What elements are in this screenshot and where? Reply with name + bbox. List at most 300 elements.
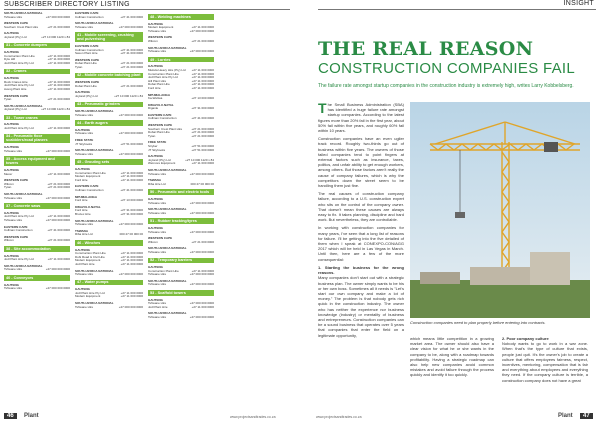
company-phone: +27 000 000 0000 xyxy=(118,222,143,227)
company-phone: +27 11 000 0000 xyxy=(120,254,143,259)
listing-entry xyxy=(75,168,143,182)
company-row xyxy=(4,268,70,272)
company-row xyxy=(148,231,214,235)
directory-column-1 xyxy=(4,12,70,410)
company-name: Tshwane Hire xyxy=(148,229,167,234)
category-heading: 51 - Rubber tracking/tyres xyxy=(148,218,214,224)
company-row xyxy=(4,186,70,190)
listing-entry xyxy=(4,77,70,91)
company-phone: +27 000 000 0000 xyxy=(189,28,214,33)
section-title-left: SUBSCRIBER DIRECTORY LISTING xyxy=(4,1,130,8)
company-row xyxy=(75,143,143,147)
region-name: SOUTH AFRICA NATIONAL xyxy=(148,246,187,251)
listing-entry xyxy=(4,105,70,112)
company-name: Tshwane Hire xyxy=(4,195,23,200)
company-row xyxy=(4,98,70,102)
region-name: EASTERN CAPE xyxy=(75,43,99,48)
company-name: Construction Plant Hire xyxy=(148,71,179,76)
category-heading: 52 - Temporary barriers xyxy=(148,258,214,264)
company-name: Cullinan Construction xyxy=(75,188,104,192)
region-name: EASTERN CAPE xyxy=(148,112,172,117)
company-name: Tshwane Hire xyxy=(4,14,23,19)
company-phone: +27 11 000 0000 xyxy=(191,71,214,76)
company-row xyxy=(75,66,143,70)
company-row xyxy=(148,306,214,310)
company-row xyxy=(148,316,214,320)
company-phone: +27 11 000 0000 xyxy=(47,83,70,88)
company-row xyxy=(148,97,214,101)
company-phone: +27 000 000 0000 xyxy=(189,210,214,215)
article-title: THE REAL REASON xyxy=(318,38,534,60)
company-name: Aveng Plant Hire xyxy=(4,86,27,91)
company-name: Tytan xyxy=(4,185,12,190)
company-name: Tshwane Hire xyxy=(148,28,167,33)
company-row xyxy=(4,26,70,30)
company-row xyxy=(148,50,214,54)
company-name: Construction Plant Hire xyxy=(75,251,106,256)
company-row xyxy=(75,306,143,310)
company-row xyxy=(4,108,70,112)
company-phone: +27 21 000 0000 xyxy=(47,238,70,243)
region-name: GAUTENG xyxy=(4,76,19,81)
listing-entry xyxy=(4,51,70,65)
directory-column-2 xyxy=(75,12,143,410)
company-row xyxy=(75,114,143,118)
region-name: WESTERN CAPE xyxy=(4,234,29,239)
article-paragraph: In working with construction companies for many years, I've seen that a long list of reasons for failure. I'll be getting into the five detailed of them when I speak at CONEXPO-CON/AGG 2017 which will be held in Las Vegas in March. Until then, here are a few of the more consequential: xyxy=(318,225,404,262)
listing-entry xyxy=(75,206,143,217)
region-name: GAUTENG xyxy=(4,50,19,55)
company-phone: +27 11 000 0000 xyxy=(191,25,214,30)
company-row xyxy=(75,95,143,99)
company-name: Jodl Plant Hire Pty Ltd xyxy=(4,60,34,65)
listing-entry xyxy=(4,255,70,262)
company-name: Tytan xyxy=(75,64,83,69)
company-row xyxy=(4,36,70,40)
company-phone: +27 000 000 0000 xyxy=(189,282,214,287)
region-name: GAUTENG xyxy=(75,127,90,132)
company-name: Tshwane Hire xyxy=(75,24,94,29)
footer-url-right[interactable]: www.projectsandtrades.co.za xyxy=(316,415,362,419)
listing-entry xyxy=(75,249,143,267)
company-phone: +27 21 000 0000 xyxy=(120,61,143,66)
company-phone: +27 21 000 0000 xyxy=(191,126,214,131)
company-row xyxy=(148,87,214,91)
company-phone: +27 11 000 0000 xyxy=(47,79,70,84)
listing-entry xyxy=(148,227,214,234)
region-name: SOUTH AFRICA NATIONAL xyxy=(75,218,114,223)
company-name: Modern Equipment xyxy=(75,294,101,299)
company-row xyxy=(75,85,143,89)
brand-logo-right: Plant xyxy=(558,413,573,419)
company-row xyxy=(4,173,70,177)
company-phone: +27 000 000 0000 xyxy=(118,24,143,29)
company-name: Ford Hire xyxy=(75,208,88,213)
company-row xyxy=(75,179,143,183)
region-name: SOUTH AFRICA NATIONAL xyxy=(4,263,43,268)
listing-entry xyxy=(4,212,70,223)
company-name: Riba Hire Ltd xyxy=(148,181,166,186)
company-name: JT Skyhooks xyxy=(75,141,93,146)
category-heading: 38 - Site accommodation xyxy=(4,246,70,252)
company-phone: +27 11 000 0000 xyxy=(120,290,143,295)
company-name: Tshwane Hire xyxy=(75,304,94,309)
listing-entry xyxy=(148,104,214,111)
company-phone: +27 11 000 0000 xyxy=(120,177,143,182)
listing-entry xyxy=(148,47,214,54)
company-name: Tytan xyxy=(148,133,156,138)
company-phone: +27 51 000 0000 xyxy=(191,147,214,152)
section-title-right: INSIGHT xyxy=(563,0,594,7)
company-phone: +27 000 000 0000 xyxy=(189,229,214,234)
category-heading: 50 - Pneumatic and electric tools xyxy=(148,189,214,195)
listing-entry xyxy=(4,22,70,29)
region-name: SOUTH AFRICA NATIONAL xyxy=(75,109,114,114)
region-name: WESTERN CAPE xyxy=(75,80,100,85)
listing-entry xyxy=(148,114,214,121)
category-heading: 31 - Concrete dumpers xyxy=(4,43,70,49)
company-phone: +27 11 000 0000 xyxy=(120,294,143,299)
company-row xyxy=(75,52,143,56)
listing-entry xyxy=(75,288,143,299)
company-name: Tshwane Hire xyxy=(75,222,94,227)
company-phone: +27 31 000 0000 xyxy=(191,106,214,111)
company-phone: +27 000 000 0000 xyxy=(189,171,214,176)
company-phone: +27 11 000 0000 xyxy=(47,53,70,58)
category-heading: 34 - Pneumatic floor scabblers/road planers xyxy=(4,134,70,144)
listing-entry xyxy=(4,179,70,190)
category-heading: 32 - Cranes xyxy=(4,69,70,75)
listing-entry xyxy=(148,237,214,244)
company-name: Rock Cranes Hire xyxy=(4,79,28,84)
company-phone: +27 11 000 0000 xyxy=(120,170,143,175)
listing-entry xyxy=(148,299,214,310)
listing-entry xyxy=(4,32,70,39)
company-name: Jodl Plant Hire Pty Ltd xyxy=(75,290,105,295)
listing-entry xyxy=(4,146,70,153)
company-name: Joyland (Pty) Ltd xyxy=(75,93,98,98)
company-name: Tshwane Hire xyxy=(148,301,167,306)
company-name: Construction Plant Hire xyxy=(75,170,106,175)
company-phone: +27 11 000 0000 xyxy=(47,57,70,62)
region-name: EASTERN CAPE xyxy=(4,224,28,229)
article-subtitle: CONSTRUCTION COMPANIES FAIL xyxy=(318,60,576,77)
company-name: Dubai Plant Hire xyxy=(75,61,97,66)
company-name: Tshwane Hire xyxy=(75,272,94,277)
company-name: JT Skyhooks xyxy=(148,147,166,152)
company-row xyxy=(4,258,70,262)
listing-entry xyxy=(4,95,70,102)
company-name: Dubai Plant Hire xyxy=(148,82,170,87)
company-row xyxy=(75,26,143,30)
region-name: SOUTH AFRICA NATIONAL xyxy=(4,11,43,15)
region-name: GAUTENG xyxy=(4,31,19,36)
region-name: GAUTENG xyxy=(148,196,163,201)
company-row xyxy=(148,135,214,139)
company-name: Hill Plant Hire xyxy=(148,78,167,83)
region-name: WESTERN CAPE xyxy=(148,123,173,128)
drop-cap: T xyxy=(318,100,327,116)
company-phone: +27 11 000 0000 xyxy=(120,251,143,256)
region-name: WESTERN CAPE xyxy=(148,236,173,241)
company-phone: +27 11 000 0000 xyxy=(47,60,70,65)
company-phone: +27 21 000 0000 xyxy=(191,133,214,138)
company-phone: +27 000 000 0000 xyxy=(118,131,143,136)
footer-url-left[interactable]: www.projectsandtrades.co.za xyxy=(230,415,276,419)
company-row xyxy=(75,233,143,237)
listing-entry xyxy=(75,22,143,29)
region-name: SOUTH AFRICA NATIONAL xyxy=(148,278,187,283)
listing-entry xyxy=(4,284,70,291)
region-name: EASTERN CAPE xyxy=(75,184,99,189)
company-phone: +27 000 000 0000 xyxy=(189,200,214,205)
company-row xyxy=(75,132,143,136)
company-name: Tshwane Hire xyxy=(148,210,167,215)
company-phone: +27 11 000 0000 xyxy=(191,304,214,309)
listing-entry xyxy=(75,129,143,136)
company-name: Tshwane Hire xyxy=(148,249,167,254)
company-phone: +27 000 000 0000 xyxy=(118,112,143,117)
company-phone: 000 27 00 000 00 xyxy=(119,232,143,237)
company-row xyxy=(148,40,214,44)
company-name: Jodl Plant Hire Pty Ltd xyxy=(4,257,34,262)
brand-logo-left: Plant xyxy=(24,413,39,419)
category-heading: 42 - Mobile concrete batching plant xyxy=(75,73,143,79)
company-name: Cullinan Construction xyxy=(75,47,104,52)
company-phone: +27 31 000 0000 xyxy=(120,208,143,213)
company-row xyxy=(4,88,70,92)
photo-caption: Construction companies need to plan properly before entering into contracts. xyxy=(410,320,546,325)
region-name: EASTERN CAPE xyxy=(75,11,99,15)
company-phone: +27 000 000 0000 xyxy=(45,195,70,200)
region-name: SOUTH AFRICA NATIONAL xyxy=(4,103,43,108)
company-name: Tshwane Hire xyxy=(4,217,23,222)
company-row xyxy=(75,263,143,267)
company-name: Tshwane Hire xyxy=(148,272,167,277)
company-phone: +27 000 000 0000 xyxy=(45,14,70,19)
category-heading: 48 - Welding machines xyxy=(148,14,214,20)
region-name: SOUTH AFRICA NATIONAL xyxy=(148,207,187,212)
region-name: KWAZULU-NATAL xyxy=(75,204,101,209)
company-phone: +27 000 000 0000 xyxy=(189,272,214,277)
listing-entry xyxy=(75,139,143,146)
company-phone: +27 11 000 0000 xyxy=(191,161,214,166)
region-name: GAUTENG xyxy=(148,265,163,270)
listing-entry xyxy=(148,266,214,277)
company-name: Dubai Plant Hire xyxy=(75,83,97,88)
company-phone: +27 11 000 0000 xyxy=(120,258,143,263)
company-row xyxy=(148,183,214,187)
company-name: Modern Equipment xyxy=(75,174,101,179)
company-row xyxy=(4,62,70,66)
company-name: Mecer xyxy=(4,171,13,176)
listing-entry xyxy=(148,141,214,152)
company-name: Wilcom xyxy=(4,181,14,186)
company-phone: +27 000 000 0000 xyxy=(118,151,143,156)
region-name: WESTERN CAPE xyxy=(4,21,29,26)
company-phone: +27 000 000 0000 xyxy=(45,267,70,272)
company-phone: +27 000 000 0000 xyxy=(189,249,214,254)
company-name: Ford Hire xyxy=(75,198,88,203)
company-phone: +27 10 000 1120 x 84 xyxy=(114,93,143,98)
company-phone: +27 31 000 0000 xyxy=(120,211,143,216)
company-row xyxy=(148,202,214,206)
company-name: Tshwane Hire xyxy=(148,282,167,287)
company-phone: +27 11 000 0000 xyxy=(191,75,214,80)
category-heading: 41 - Mobile screening, crushing and pulverising xyxy=(75,32,143,42)
company-name: Cullinan Construction xyxy=(75,14,104,19)
company-phone: +27 11 000 0000 xyxy=(47,257,70,262)
company-name: Wilcom xyxy=(4,238,14,243)
category-heading: 53 - Scaffold towers xyxy=(148,290,214,296)
company-name: Tshwane Hire xyxy=(75,112,94,117)
category-heading: 40 - Conveyors xyxy=(4,275,70,281)
company-phone: +27 000 000 0000 xyxy=(189,315,214,320)
company-phone: +27 21 000 0000 xyxy=(120,83,143,88)
region-name: GAUTENG xyxy=(148,154,163,159)
listing-entry xyxy=(4,193,70,200)
region-name: WESTERN CAPE xyxy=(4,178,29,183)
article-paragraph: which means little competition in a growing market area. The owner should also have a clear vision for what he or she wants in the company to be, along with a roadmap towards profitability. Having a strategic roadmap can also help new companies avoid common mistakes and avoid failure through the process quickly and identify it too quickly. xyxy=(410,336,494,378)
company-name: Ford Hire xyxy=(148,85,161,90)
region-name: GAUTENG xyxy=(4,253,19,258)
company-name: Cullinan Construction xyxy=(148,116,177,121)
company-name: Mukula Heavy Hire (Pty) Ltd xyxy=(148,67,186,72)
listing-entry xyxy=(148,23,214,34)
company-row xyxy=(4,239,70,243)
company-phone: +27 11 000 0000 xyxy=(120,174,143,179)
category-heading: 43 - Pneumatic grinders xyxy=(75,102,143,108)
company-name: Modern Equipment xyxy=(148,25,174,30)
region-name: SOUTH AFRICA NATIONAL xyxy=(148,45,187,50)
company-name: Tshwane Hire xyxy=(148,171,167,176)
listing-entry xyxy=(75,110,143,117)
company-name: Jodl Plant Hire Pty Ltd xyxy=(148,75,178,80)
region-name: MPUMALANGA xyxy=(75,194,97,199)
region-name: TSWANA xyxy=(75,228,88,233)
article-column-3 xyxy=(502,336,588,386)
construction-crane-photo xyxy=(410,102,590,318)
article-subheading: 2. Poor company culture xyxy=(502,336,549,341)
category-heading: 35 - Access equipment and towers xyxy=(4,156,70,166)
article-paragraph: Construction companies have an even uglier track record. Roughly two-thirds go out of business within five years. The owners of those failed companies tend to point fingers at external factors such as insurance, taxes, politics, and unfair ability to get enough workers, among others. But those factors aren't really the cause of company failures, which is why the competitors down the street seem to be handling them just fine. xyxy=(318,136,404,189)
listing-entry xyxy=(75,270,143,277)
company-phone: +27 000 000 0000 xyxy=(45,217,70,222)
company-phone: +27 000 000 0000 xyxy=(45,148,70,153)
company-phone: +27 10 000 1120 x 84 xyxy=(41,34,70,39)
company-row xyxy=(148,107,214,111)
company-phone: +27 21 000 0000 xyxy=(47,185,70,190)
company-phone: +27 11 000 0000 xyxy=(47,86,70,91)
company-phone: +27 21 000 0000 xyxy=(120,64,143,69)
company-row xyxy=(148,117,214,121)
company-phone: +27 21 000 0000 xyxy=(47,97,70,102)
company-name: Dubai Plant Hire xyxy=(148,130,170,135)
listing-entry xyxy=(4,226,70,233)
region-name: GAUTENG xyxy=(4,122,19,127)
company-name: Tytan xyxy=(4,97,12,102)
company-phone: +27 41 000 0000 xyxy=(191,116,214,121)
region-name: GAUTENG xyxy=(4,168,19,173)
company-phone: +27 51 000 0000 xyxy=(191,144,214,149)
company-phone: +27 41 000 0000 xyxy=(47,228,70,233)
footer-right xyxy=(302,412,600,422)
company-row xyxy=(4,127,70,131)
company-row xyxy=(75,199,143,203)
company-name: Joyland (Pty) Ltd xyxy=(148,157,171,162)
company-name: Jodl Plant Hire xyxy=(75,261,95,266)
company-name: Jodl Plant Hire Pty Ltd xyxy=(4,126,34,131)
region-name: SOUTH AFRICA NATIONAL xyxy=(75,21,114,26)
company-row xyxy=(148,162,214,166)
region-name: GAUTENG xyxy=(148,21,163,26)
listing-entry xyxy=(4,123,70,130)
company-row xyxy=(148,283,214,287)
company-name: Ford Hire xyxy=(75,177,88,182)
company-name: Joyland (Pty) Ltd xyxy=(4,34,27,39)
footer-left xyxy=(0,412,298,422)
company-name: Tshwane Hire xyxy=(4,148,23,153)
region-name: SOUTH AFRICA NATIONAL xyxy=(75,148,114,153)
company-row xyxy=(148,173,214,177)
company-name: Cullinan Construction xyxy=(4,228,33,233)
company-name: Riba Hire Ltd xyxy=(75,232,93,237)
company-row xyxy=(75,213,143,217)
company-name: Tshwane Hire xyxy=(4,267,23,272)
company-row xyxy=(4,229,70,233)
company-name: Joyland (Pty) Ltd xyxy=(4,107,27,112)
company-name: Southern Crest Plant Hire xyxy=(4,24,39,29)
article-subheading: 1. Starting the business for the wrong reasons. xyxy=(318,264,404,276)
region-name: SOUTH AFRICA NATIONAL xyxy=(75,301,114,306)
directory-column-3 xyxy=(148,12,214,410)
company-name: Jodl Plant Hire Pty Ltd xyxy=(4,214,34,219)
company-row xyxy=(4,287,70,291)
company-phone: +27 21 000 0000 xyxy=(191,38,214,43)
region-name: WESTERN CAPE xyxy=(4,93,29,98)
listing-entry xyxy=(75,196,143,203)
listing-entry xyxy=(75,81,143,88)
company-name: Tshwane Hire xyxy=(4,286,23,291)
listing-entry xyxy=(4,236,70,243)
company-name: Wilcom xyxy=(148,38,158,43)
article-paragraph: Nobody wants to go to work in a war zone. When that's the type of culture that exists, people just quit. It's the owner's job to create a culture that offers employees fairness, respect, incentives, mentoring, compensation that is fair and everything about employees and everything they need. If the company culture is terrible, a construction company does not have a great xyxy=(502,341,588,383)
listing-entry xyxy=(148,280,214,287)
company-row xyxy=(148,273,214,277)
listing-entry xyxy=(75,91,143,98)
company-row xyxy=(75,223,143,227)
company-row xyxy=(148,212,214,216)
company-row xyxy=(75,189,143,193)
region-name: GAUTENG xyxy=(75,167,90,172)
company-name: Wilcom xyxy=(148,239,158,244)
article-column-1 xyxy=(318,102,404,341)
listing-entry xyxy=(148,94,214,101)
article-paragraph: he Small Business Administration (SBA) has identified a huge failure rate amongst startup companies. According to the latest figures more than 20% fail in the first year, about 50% fail within five years, and roughly 60% fail within 10 years. xyxy=(318,102,404,134)
listing-entry xyxy=(148,65,214,90)
region-name: KWAZULU-NATAL xyxy=(148,102,174,107)
region-name: GAUTENG xyxy=(4,145,19,150)
company-phone: +27 21 000 0000 xyxy=(191,130,214,135)
listing-entry xyxy=(148,36,214,43)
company-phone: +27 21 000 0000 xyxy=(191,239,214,244)
company-phone: +27 41 000 0000 xyxy=(120,14,143,19)
category-heading: 46 - Winches xyxy=(75,240,143,246)
listing-entry xyxy=(75,185,143,192)
company-name: Tshwane Hire xyxy=(148,200,167,205)
company-name: Tshwane Hire xyxy=(148,49,167,54)
company-phone: +27 11 000 0000 xyxy=(120,261,143,266)
